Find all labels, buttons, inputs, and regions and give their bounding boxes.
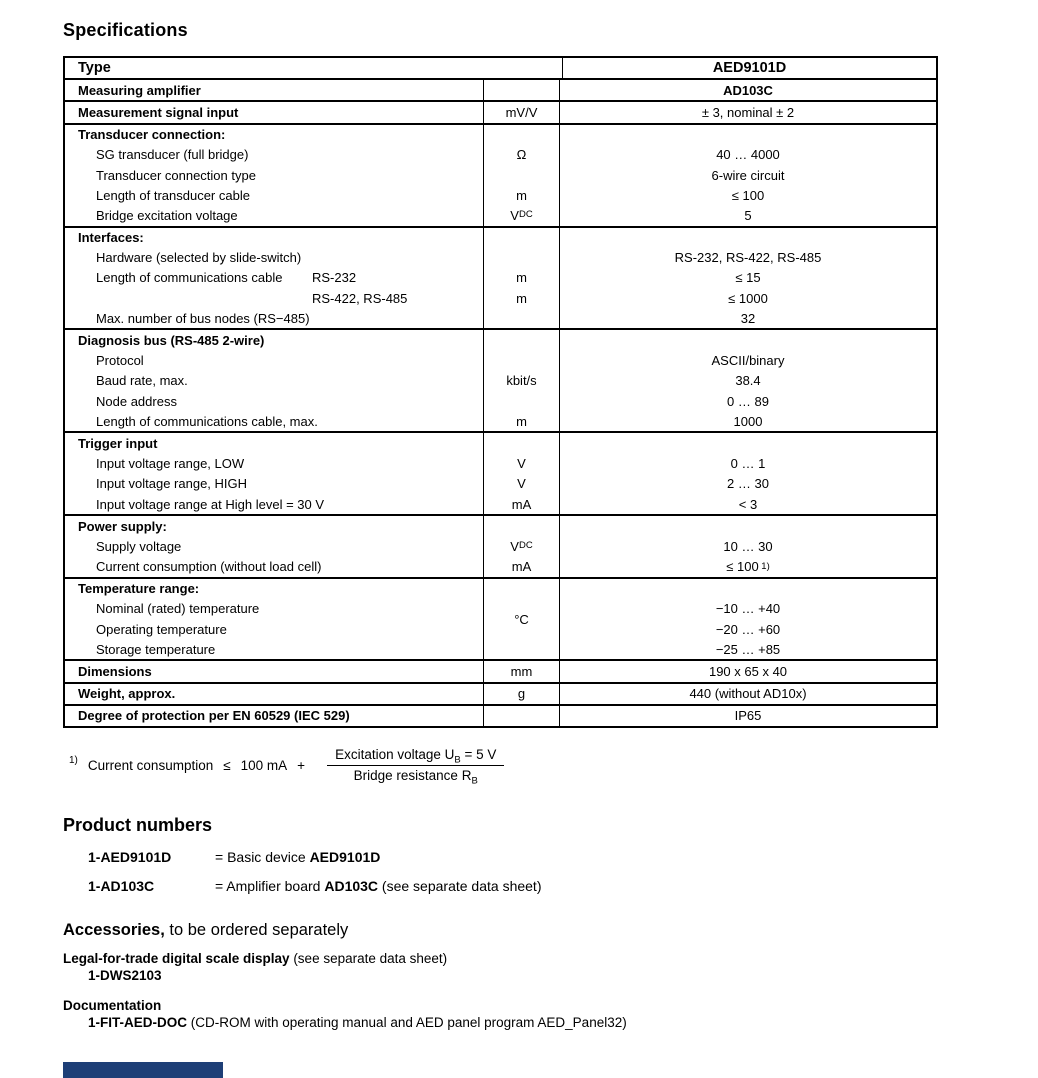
footnote-marker: 1) bbox=[69, 754, 78, 766]
spec-label: Hardware (selected by slide-switch) bbox=[96, 250, 302, 266]
value-column bbox=[560, 579, 936, 660]
spec-section bbox=[65, 226, 936, 329]
spec-unit bbox=[484, 706, 559, 726]
value-column bbox=[560, 330, 936, 431]
spec-value: 40 … 4000 bbox=[716, 147, 780, 163]
spec-unit: m bbox=[516, 413, 527, 429]
spec-unit: Ω bbox=[516, 147, 527, 163]
specifications-table bbox=[63, 56, 938, 728]
spec-section bbox=[65, 123, 936, 226]
unit-column bbox=[483, 228, 560, 329]
spec-value: IP65 bbox=[734, 708, 762, 724]
unit-column bbox=[483, 330, 560, 431]
value-column bbox=[560, 516, 936, 577]
value-column bbox=[560, 102, 936, 122]
spec-label: Length of communications cable RS-232 bbox=[96, 270, 357, 286]
value-column bbox=[560, 684, 936, 704]
spec-unit: V bbox=[517, 456, 526, 472]
spec-section bbox=[65, 704, 936, 726]
spec-value: AD103C bbox=[723, 82, 773, 98]
spec-label: Weight, approx. bbox=[78, 686, 176, 702]
spec-section bbox=[65, 682, 936, 704]
spec-label: SG transducer (full bridge) bbox=[96, 147, 249, 163]
label-column bbox=[65, 80, 483, 100]
spec-value: 0 … 89 bbox=[727, 393, 769, 409]
value-column bbox=[562, 58, 936, 78]
spec-line bbox=[560, 125, 936, 145]
spec-unit: mA bbox=[511, 559, 532, 575]
footnote-amount: 100 mA bbox=[240, 757, 288, 773]
label-column bbox=[65, 661, 483, 681]
fraction-denominator: Bridge resistance $R_B$ bbox=[353, 768, 478, 787]
label-column bbox=[65, 330, 483, 431]
spec-value: ASCII/binary bbox=[711, 353, 785, 369]
spec-unit: V bbox=[517, 476, 526, 492]
documentation-line: 1-FIT-AED-DOC (CD-ROM with operating manual and AED panel program AED_Panel32) bbox=[88, 1015, 627, 1030]
spec-section bbox=[65, 328, 936, 431]
accessory-display-code: 1-DWS2103 bbox=[88, 968, 162, 983]
spec-label: Current consumption (without load cell) bbox=[96, 559, 322, 575]
product-description: = Basic device AED9101D bbox=[215, 849, 381, 865]
spec-value: 10 … 30 bbox=[723, 538, 773, 554]
label-column bbox=[65, 706, 483, 726]
spec-value: −25 … +85 bbox=[715, 641, 781, 657]
spec-label: Supply voltage bbox=[96, 538, 182, 554]
spec-line bbox=[560, 330, 936, 350]
label-column bbox=[65, 125, 483, 226]
product-item bbox=[88, 878, 1038, 894]
spec-label: Protocol bbox=[96, 353, 144, 369]
spec-value: 190 x 65 x 40 bbox=[708, 664, 788, 680]
spec-value: ± 3, nominal ± 2 bbox=[701, 104, 795, 120]
product-code: 1-AED9101D bbox=[88, 849, 172, 865]
spec-value: RS-232, RS-422, RS-485 bbox=[674, 250, 822, 266]
spec-value: AED9101D bbox=[712, 60, 787, 77]
spec-section bbox=[65, 577, 936, 660]
spec-value: 440 (without AD10x) bbox=[689, 686, 807, 702]
spec-section bbox=[65, 431, 936, 514]
value-column bbox=[560, 433, 936, 514]
spec-unit bbox=[484, 248, 559, 268]
spec-unit bbox=[484, 165, 559, 185]
spec-line bbox=[560, 516, 936, 536]
spec-unit: V DC bbox=[510, 538, 533, 554]
fraction-numerator: Excitation voltage $U_B = 5$ V bbox=[327, 747, 504, 766]
spec-line bbox=[484, 330, 559, 350]
spec-unit: m bbox=[516, 270, 527, 286]
spec-unit: °C bbox=[514, 611, 529, 627]
value-column bbox=[560, 125, 936, 226]
spec-label: Dimensions bbox=[78, 664, 152, 680]
footnote-1 bbox=[69, 747, 1038, 787]
spec-value: −10 … +40 bbox=[715, 601, 781, 617]
spec-label: Node address bbox=[96, 393, 177, 409]
spec-unit bbox=[484, 308, 559, 328]
accessories-title: Accessories, to be ordered separately bbox=[63, 921, 349, 939]
spec-label: Bridge excitation voltage bbox=[96, 207, 238, 223]
spec-unit: mm bbox=[510, 664, 533, 680]
unit-column bbox=[483, 706, 560, 726]
spec-label: Measurement signal input bbox=[78, 104, 239, 120]
spec-section bbox=[65, 514, 936, 577]
spec-label: Input voltage range, HIGH bbox=[96, 476, 248, 492]
spec-unit: mV/V bbox=[505, 104, 538, 120]
accessory-display-line: Legal-for-trade digital scale display (see separate data sheet) bbox=[63, 951, 448, 966]
spec-section bbox=[65, 78, 936, 100]
product-item bbox=[88, 849, 1038, 865]
value-column bbox=[560, 228, 936, 329]
spec-section-header: Trigger input bbox=[78, 435, 158, 451]
spec-section bbox=[65, 100, 936, 122]
spec-section-header: Diagnosis bus (RS-485 2-wire) bbox=[78, 333, 265, 349]
spec-section bbox=[65, 58, 936, 78]
spec-section-header: Temperature range: bbox=[78, 581, 200, 597]
spec-unit: mA bbox=[511, 496, 532, 512]
spec-line bbox=[560, 433, 936, 453]
spec-value: ≤ 1000 bbox=[728, 290, 768, 306]
spec-label: Storage temperature bbox=[96, 641, 216, 657]
spec-unit bbox=[484, 80, 559, 100]
spec-label: Type bbox=[78, 60, 111, 77]
value-column bbox=[560, 661, 936, 681]
spec-value: 5 bbox=[744, 207, 752, 223]
label-column bbox=[65, 102, 483, 122]
spec-section-header: Power supply: bbox=[78, 518, 167, 534]
label-column bbox=[65, 684, 483, 704]
specifications-title: Specifications bbox=[63, 20, 188, 40]
spec-line bbox=[560, 228, 936, 248]
label-column bbox=[65, 228, 483, 329]
label-column bbox=[65, 579, 483, 660]
spec-value: 38.4 bbox=[735, 373, 761, 389]
spec-line bbox=[560, 579, 936, 599]
label-column bbox=[65, 58, 562, 78]
unit-column bbox=[483, 80, 560, 100]
spec-label: Degree of protection per EN 60529 (IEC 529) bbox=[78, 708, 350, 724]
unit-column bbox=[483, 579, 560, 660]
spec-unit: m bbox=[516, 290, 527, 306]
spec-value: 0 … 1 bbox=[730, 456, 766, 472]
spec-label: Baud rate, max. bbox=[96, 373, 188, 389]
spec-unit: m bbox=[516, 187, 527, 203]
footnote-plus: + bbox=[297, 757, 306, 773]
product-code: 1-AD103C bbox=[88, 878, 155, 894]
spec-section-header: Interfaces: bbox=[78, 230, 144, 246]
unit-column bbox=[483, 433, 560, 514]
spec-value: < 3 bbox=[738, 496, 758, 512]
unit-column bbox=[483, 661, 560, 681]
spec-line bbox=[484, 228, 559, 248]
spec-unit bbox=[484, 391, 559, 411]
unit-column bbox=[483, 684, 560, 704]
spec-value: 6-wire circuit bbox=[711, 167, 785, 183]
spec-value: 2 … 30 bbox=[727, 476, 769, 492]
product-numbers-title: Product numbers bbox=[63, 815, 213, 835]
footnote-fraction bbox=[327, 747, 504, 787]
spec-label: Input voltage range, LOW bbox=[96, 456, 245, 472]
spec-line bbox=[484, 433, 559, 453]
spec-label: Length of communications cable, max. bbox=[96, 413, 318, 429]
spec-label: Measuring amplifier bbox=[78, 82, 201, 98]
spec-value: ≤ 100 bbox=[731, 187, 765, 203]
unit-column bbox=[483, 516, 560, 577]
spec-value: ≤ 15 bbox=[735, 270, 761, 286]
spec-label: RS-422, RS-485 bbox=[312, 290, 408, 306]
spec-label: Input voltage range at High level = 30 V bbox=[96, 496, 325, 512]
spec-line bbox=[484, 516, 559, 536]
spec-label: Transducer connection type bbox=[96, 167, 256, 183]
spec-unit: kbit/s bbox=[506, 373, 537, 389]
spec-value: −20 … +60 bbox=[715, 621, 781, 637]
value-column bbox=[560, 80, 936, 100]
footer-blue-bar bbox=[63, 1062, 223, 1078]
unit-column bbox=[483, 102, 560, 122]
spec-unit: g bbox=[517, 686, 526, 702]
documentation-title: Documentation bbox=[63, 998, 162, 1013]
label-column bbox=[65, 433, 483, 514]
spec-label: Max. number of bus nodes (RS−485) bbox=[96, 310, 310, 326]
spec-section-header: Transducer connection: bbox=[78, 127, 226, 143]
spec-value: 1000 bbox=[733, 413, 763, 429]
product-description: = Amplifier board AD103C (see separate data sheet) bbox=[215, 878, 542, 894]
spec-label: Nominal (rated) temperature bbox=[96, 601, 260, 617]
footnote-operator: ≤ bbox=[223, 757, 231, 773]
footnote-text: Current consumption bbox=[87, 757, 214, 773]
spec-unit: V DC bbox=[510, 207, 533, 223]
unit-column bbox=[483, 125, 560, 226]
value-column bbox=[560, 706, 936, 726]
spec-label: Length of transducer cable bbox=[96, 187, 250, 203]
spec-label: Operating temperature bbox=[96, 621, 227, 637]
spec-section bbox=[65, 659, 936, 681]
spec-unit bbox=[484, 351, 559, 371]
spec-value: ≤ 100 1) bbox=[726, 559, 770, 575]
spec-line bbox=[484, 125, 559, 145]
spec-value: 32 bbox=[740, 310, 756, 326]
label-column bbox=[65, 516, 483, 577]
